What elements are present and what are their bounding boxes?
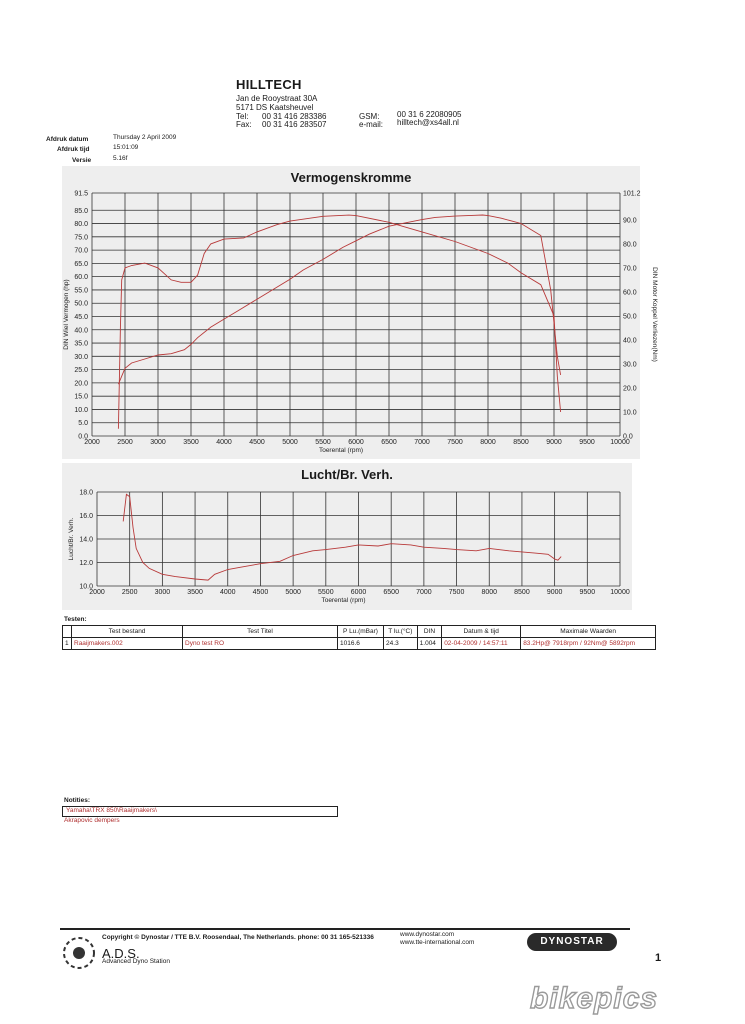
x-tick-label: 5000 bbox=[282, 439, 298, 446]
test-index: 1 bbox=[63, 638, 72, 650]
tests-col-pressure: P Lu.(mBar) bbox=[338, 626, 384, 638]
bikepics-watermark: bikepics bbox=[530, 982, 659, 1015]
fax-label: Fax: bbox=[236, 120, 252, 129]
y2-tick-label: 60.0 bbox=[623, 289, 637, 297]
test-file: Raaijmakers.002 bbox=[72, 638, 183, 650]
x-tick-label: 3500 bbox=[183, 439, 199, 446]
y2-tick-label: 10.0 bbox=[623, 409, 637, 417]
y2-tick-label: 30.0 bbox=[623, 361, 637, 369]
y-tick-label: 15.0 bbox=[74, 393, 88, 401]
ads-subtitle: Advanced Dyno Station bbox=[102, 958, 170, 965]
x-tick-label: 7000 bbox=[414, 439, 430, 446]
y2-axis-label: DIN Motor Koppel Verliezen(Nm) bbox=[651, 267, 658, 362]
y2-tick-label: 0.0 bbox=[623, 433, 633, 441]
footer-web1[interactable]: www.dynostar.com bbox=[400, 931, 455, 938]
y-tick-label: 40.0 bbox=[74, 327, 88, 335]
tests-header-row bbox=[63, 626, 656, 638]
y-tick-label: 20.0 bbox=[74, 380, 88, 388]
y-tick-label: 70.0 bbox=[74, 247, 88, 255]
tests-col-title: Test Titel bbox=[183, 626, 338, 638]
y-tick-label: 14.0 bbox=[79, 536, 93, 544]
x-tick-label: 10000 bbox=[610, 439, 630, 446]
y2-tick-label: 40.0 bbox=[623, 337, 637, 345]
version-label: Versie bbox=[72, 157, 92, 164]
company-name: HILLTECH bbox=[236, 77, 302, 92]
y-tick-label: 55.0 bbox=[74, 287, 88, 295]
y-tick-label: 85.0 bbox=[74, 207, 88, 215]
y-tick-label: 50.0 bbox=[74, 300, 88, 308]
y-tick-label: 10.0 bbox=[74, 406, 88, 414]
ads-logo-icon bbox=[62, 936, 96, 970]
x-tick-label: 7000 bbox=[416, 589, 432, 596]
x-tick-label: 4500 bbox=[249, 439, 265, 446]
tests-col-file: Test bestand bbox=[72, 626, 183, 638]
x-tick-label: 4500 bbox=[252, 589, 269, 596]
power-chart-title: Vermogenskromme bbox=[290, 170, 412, 185]
notes-line1: Yamaha\TRX 850\Raaijmakers\ bbox=[66, 807, 157, 814]
y2-tick-label: 90.0 bbox=[623, 217, 637, 225]
tests-table bbox=[62, 625, 656, 650]
fax-value: 00 31 416 283507 bbox=[262, 120, 327, 129]
x-tick-label: 2000 bbox=[84, 439, 100, 446]
y-tick-label: 18.0 bbox=[79, 489, 93, 497]
x-tick-label: 6000 bbox=[348, 439, 364, 446]
page-number: 1 bbox=[655, 952, 662, 964]
x-tick-label: 5000 bbox=[285, 589, 301, 596]
x-tick-label: 2000 bbox=[89, 589, 105, 596]
y-tick-label: 16.0 bbox=[79, 513, 93, 520]
email-label: e-mail: bbox=[359, 120, 384, 129]
x-axis-label: Toerental (rpm) bbox=[321, 597, 366, 604]
version-value: 5.16f bbox=[113, 155, 128, 162]
y-tick-label: 91.5 bbox=[74, 190, 88, 198]
tel-value: 00 31 416 283386 bbox=[262, 112, 327, 121]
series-line-1 bbox=[118, 215, 560, 384]
gsm-value: 00 31 6 22080905 bbox=[397, 110, 462, 119]
x-tick-label: 8500 bbox=[513, 439, 529, 446]
print-date-label: Afdruk datum bbox=[46, 136, 89, 143]
y-axis-label: Lucht/Br. Verh. bbox=[68, 517, 75, 561]
y-tick-label: 0.0 bbox=[78, 433, 88, 441]
x-tick-label: 3000 bbox=[150, 439, 166, 446]
y-tick-label: 60.0 bbox=[74, 274, 88, 282]
company-address-line1: Jan de Rooystraat 30A bbox=[236, 94, 318, 103]
tel-label: Tel: bbox=[236, 112, 249, 121]
y2-tick-label: 80.0 bbox=[623, 241, 637, 249]
test-max-values: 83.2Hp@ 7918rpm / 92Nm@ 5892rpm bbox=[521, 638, 656, 650]
x-tick-label: 2500 bbox=[121, 589, 138, 596]
test-din: 1.004 bbox=[417, 638, 442, 650]
x-tick-label: 2500 bbox=[117, 439, 133, 446]
y-tick-label: 35.0 bbox=[74, 340, 88, 348]
test-temp: 24.3 bbox=[384, 638, 418, 650]
y-tick-label: 25.0 bbox=[74, 367, 88, 375]
x-tick-label: 8000 bbox=[481, 589, 498, 596]
y-tick-label: 30.0 bbox=[74, 353, 88, 361]
footer-rule bbox=[60, 928, 630, 930]
test-pressure: 1016.6 bbox=[338, 638, 384, 650]
x-tick-label: 3000 bbox=[154, 589, 171, 596]
print-time-value: 15:01:09 bbox=[113, 144, 139, 151]
afr-chart bbox=[0, 460, 745, 615]
x-tick-label: 9500 bbox=[579, 589, 596, 596]
notes-line2: Akrapovic dempers bbox=[64, 817, 120, 824]
tests-col-max: Maximale Waarden bbox=[521, 626, 656, 638]
notes-label: Notities: bbox=[64, 797, 90, 804]
ads-title: A.D.S. bbox=[102, 946, 140, 961]
x-tick-label: 4000 bbox=[219, 589, 236, 596]
y-axis-label: DIN Wiel Vermogen (hp) bbox=[63, 279, 70, 350]
x-tick-label: 8000 bbox=[480, 439, 496, 446]
y-tick-label: 45.0 bbox=[74, 313, 88, 321]
dynostar-logo: DYNOSTAR bbox=[527, 933, 617, 951]
x-tick-label: 6000 bbox=[350, 589, 367, 596]
x-tick-label: 7500 bbox=[447, 439, 463, 446]
x-tick-label: 6500 bbox=[383, 589, 399, 596]
y2-tick-label: 20.0 bbox=[623, 385, 637, 393]
footer-copyright: Copyright © Dynostar / TTE B.V. Roosendaal, The Netherlands. phone: 00 31 165-521336 bbox=[102, 934, 374, 941]
x-tick-label: 7500 bbox=[448, 589, 465, 596]
print-time-label: Afdruk tijd bbox=[57, 146, 90, 153]
tests-label: Testen: bbox=[64, 616, 87, 623]
tests-col-datetime: Datum & tijd bbox=[442, 626, 521, 638]
x-tick-label: 9000 bbox=[546, 589, 563, 596]
y-tick-label: 65.0 bbox=[74, 260, 88, 268]
series-line-1 bbox=[123, 494, 561, 580]
series-line-2 bbox=[118, 215, 560, 429]
afr-chart-title: Lucht/Br. Verh. bbox=[301, 467, 393, 482]
y-tick-label: 80.0 bbox=[74, 221, 88, 229]
x-tick-label: 9000 bbox=[546, 439, 562, 446]
footer-web2[interactable]: www.tte-international.com bbox=[400, 939, 475, 946]
x-tick-label: 5500 bbox=[318, 589, 334, 596]
print-date-value: Thursday 2 April 2009 bbox=[113, 134, 177, 141]
x-tick-label: 10000 bbox=[610, 589, 630, 596]
y-tick-label: 12.0 bbox=[79, 560, 93, 567]
tests-col-din: DIN bbox=[417, 626, 442, 638]
x-tick-label: 5500 bbox=[315, 439, 331, 446]
y2-tick-label: 101.2 bbox=[623, 190, 641, 198]
x-tick-label: 6500 bbox=[381, 439, 397, 446]
x-tick-label: 8500 bbox=[514, 589, 530, 596]
y-tick-label: 75.0 bbox=[74, 234, 88, 242]
x-tick-label: 9500 bbox=[579, 439, 595, 446]
gsm-label: GSM: bbox=[359, 112, 380, 121]
tests-col-index bbox=[63, 626, 72, 638]
table-row[interactable] bbox=[63, 638, 656, 650]
x-tick-label: 4000 bbox=[216, 439, 232, 446]
y-tick-label: 5.0 bbox=[78, 420, 88, 428]
test-datetime: 02-04-2009 / 14:57:11 bbox=[442, 638, 521, 650]
power-torque-chart bbox=[0, 0, 745, 470]
company-address-line2: 5171 DS Kaatsheuvel bbox=[236, 103, 314, 112]
tests-col-temp: T lu.(°C) bbox=[384, 626, 418, 638]
test-title: Dyno test RO bbox=[183, 638, 338, 650]
y2-tick-label: 70.0 bbox=[623, 265, 637, 273]
x-axis-label: Toerental (rpm) bbox=[318, 447, 364, 454]
x-tick-label: 3500 bbox=[187, 589, 203, 596]
email-value: hilltech@xs4all.nl bbox=[397, 118, 459, 127]
y2-tick-label: 50.0 bbox=[623, 313, 637, 321]
y-tick-label: 10.0 bbox=[79, 583, 93, 591]
